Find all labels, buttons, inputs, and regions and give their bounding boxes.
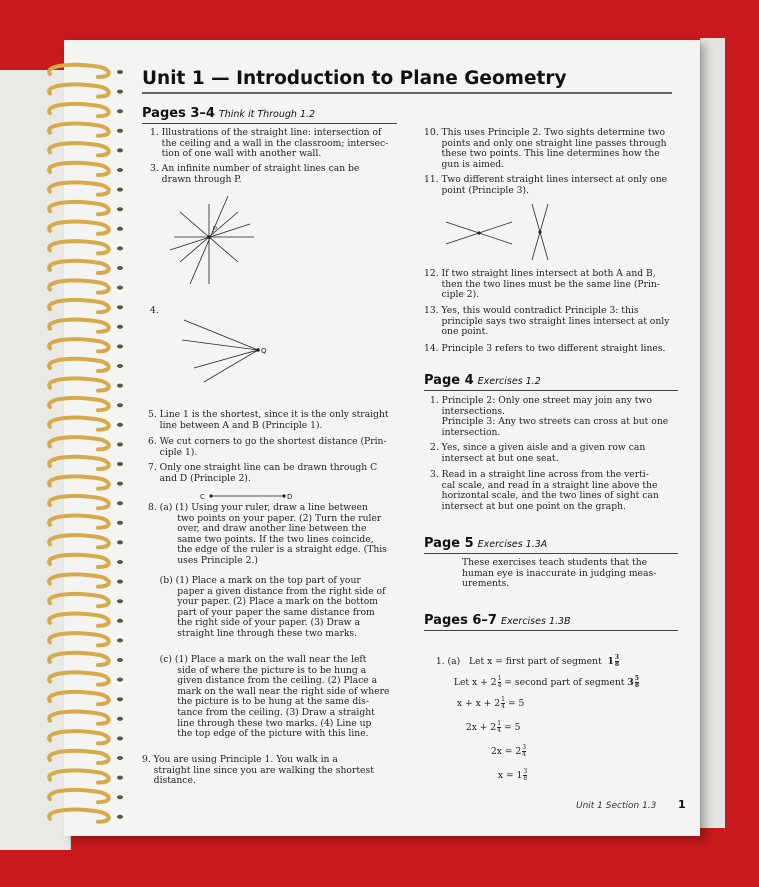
spiral-coil <box>49 241 109 253</box>
spiral-coil <box>49 770 109 782</box>
punch-hole <box>117 619 123 623</box>
math-text: = 5 <box>504 697 525 709</box>
punch-hole <box>117 638 123 642</box>
page4-answer-2: 2. Yes, since a given aisle and a given row can intersect at but one seat. <box>430 442 646 464</box>
page-stack-edge <box>700 38 725 828</box>
answer-11: 11. Two different straight lines intersect at only one point (Principle 3). <box>424 174 668 196</box>
answer-5: 5. Line 1 is the shortest, since it is the only straight line between A and B (Principle 1). <box>148 409 389 431</box>
section-rule <box>424 553 678 554</box>
punch-hole <box>117 697 123 701</box>
section-label: Think it Through 1.2 <box>218 109 316 120</box>
point-q-label: Q <box>261 347 267 355</box>
punch-hole <box>117 286 123 290</box>
fraction <box>635 676 639 689</box>
punch-hole <box>117 815 123 819</box>
spiral-coil <box>49 65 109 77</box>
spiral-coil <box>49 712 109 724</box>
punch-hole <box>117 246 123 250</box>
spiral-coil <box>49 594 109 606</box>
punch-hole <box>117 188 123 192</box>
math-text: = second part of segment <box>501 676 625 688</box>
section-pages: Page 4 <box>424 373 474 388</box>
section-head-page-4 <box>424 373 541 388</box>
punch-hole <box>117 717 123 721</box>
fraction-num: 1 <box>501 695 505 703</box>
math-text: 2x = 2 <box>490 745 522 757</box>
punch-hole <box>117 305 123 309</box>
math-line-4 <box>460 710 520 734</box>
spiral-coil <box>49 476 109 488</box>
page4-answer-1: 1. Principle 2: Only one street may join any two intersections. Principle 3: Any two streets can cross at but one intersection. <box>430 395 669 438</box>
fraction-num: 3 <box>522 743 527 751</box>
section-label: Exercises 1.3B <box>500 616 571 627</box>
answer-1: 1. Illustrations of the straight line: intersection of the ceiling and a wall in the classroom; intersec- tion of one wall with another wall. <box>150 127 389 160</box>
spiral-coil <box>49 418 109 430</box>
spiral-coil <box>49 790 109 802</box>
answer-13: 13. Yes, this would contradict Principle 3: this principle says two straight lines intersect at only one point. <box>424 305 670 338</box>
spiral-coil <box>49 359 109 371</box>
section-pages: Page 5 <box>424 536 474 551</box>
spiral-coil <box>49 614 109 626</box>
spiral-coil <box>49 516 109 528</box>
spiral-coil <box>49 182 109 194</box>
answer-10: 10. This uses Principle 2. Two sights determine two points and only one straight line passes through these two points. This line determines how the gun is aimed. <box>424 127 667 170</box>
fraction <box>523 769 527 782</box>
section-head-pages-3-4 <box>142 106 315 121</box>
answer-8c: (c) (1) Place a mark on the wall near the left side of where the picture is to be hung a given distance from the ceiling. (2) Place a mark on the wall near the right side of where the picture is to be hung at the same dis- tance from the ceiling. (3) Draw a straight line through these two marks. (4) Line up the top edge of the picture with this line. <box>159 654 390 740</box>
fraction-num: 5 <box>634 674 639 682</box>
answer-9: 9. You are using Principle 1. You walk in a straight line since you are walking the shortest distance. <box>142 754 374 787</box>
fraction-den: 4 <box>497 681 502 689</box>
punch-hole <box>117 756 123 760</box>
answer-8a: 8. (a) (1) Using your ruler, draw a line between two points on your paper. (2) Turn the ruler over, and draw another line between the same two points. If the two lines coincide, the edge of the ruler is a straight edge. (This uses Principle 2.) <box>148 502 387 566</box>
spiral-coil <box>49 731 109 743</box>
punch-hole <box>117 207 123 211</box>
punch-hole <box>117 599 123 603</box>
fraction-den: 8 <box>614 660 620 668</box>
punch-hole <box>117 364 123 368</box>
figure-lines-through-p <box>170 200 260 290</box>
punch-hole <box>117 560 123 564</box>
section-rule <box>142 123 397 124</box>
mixed-whole: 1 <box>607 655 614 667</box>
spiral-coil <box>49 202 109 214</box>
spiral-coil <box>49 496 109 508</box>
answer-3: 3. An infinite number of straight lines can be drawn through P. <box>150 163 360 185</box>
math-text: x = 1 <box>497 769 523 781</box>
punch-hole <box>117 678 123 682</box>
spiral-coil <box>49 339 109 351</box>
spiral-coil <box>49 378 109 390</box>
spiral-coil <box>49 437 109 449</box>
answer-12: 12. If two straight lines intersect at both A and B, then the two lines must be the same line (Prin- ciple 2). <box>424 268 660 301</box>
spiral-coil <box>49 555 109 567</box>
section-pages: Pages 3–4 <box>142 106 215 121</box>
spiral-coil <box>49 261 109 273</box>
fraction-den: 4 <box>501 702 505 710</box>
spiral-coil <box>49 143 109 155</box>
unit-title: Unit 1 — Introduction to Plane Geometry <box>142 68 567 89</box>
spiral-coil <box>49 457 109 469</box>
spiral-coil <box>49 810 109 822</box>
section-head-page-5 <box>424 536 547 551</box>
title-rule <box>142 92 672 94</box>
spiral-coil <box>49 633 109 645</box>
fraction-den: 4 <box>522 750 527 758</box>
punch-hole <box>117 325 123 329</box>
math-text: 1. (a) Let x = first part of segment <box>435 655 602 667</box>
answer-7: 7. Only one straight line can be drawn through C and D (Principle 2). <box>148 462 378 484</box>
punch-hole <box>117 109 123 113</box>
spiral-coil <box>49 398 109 410</box>
punch-hole <box>117 521 123 525</box>
answer-6: 6. We cut corners to go the shortest distance (Prin- ciple 1). <box>148 436 387 458</box>
page4-answer-3: 3. Read in a straight line across from the verti- cal scale, and read in a straight line above the horizontal scale, and the two lines of sight can intersect at but one point on the graph. <box>430 469 659 512</box>
punch-hole <box>117 148 123 152</box>
punch-hole <box>117 90 123 94</box>
spiral-coil <box>49 84 109 96</box>
punch-hole <box>117 266 123 270</box>
punch-hole <box>117 776 123 780</box>
punch-hole <box>117 795 123 799</box>
page-number: 1 <box>678 798 686 811</box>
punch-hole <box>117 168 123 172</box>
math-text: x + x + 2 <box>456 697 501 709</box>
punch-hole <box>117 423 123 427</box>
figure-rays-to-q <box>180 318 270 388</box>
spiral-coil <box>49 751 109 763</box>
spiral-coil <box>49 163 109 175</box>
fraction-num: 3 <box>523 767 528 775</box>
math-line-3 <box>451 686 524 710</box>
punch-hole <box>117 70 123 74</box>
page5-text: These exercises teach students that the human eye is inaccurate in judging meas- urements. <box>462 557 657 590</box>
punch-hole <box>117 227 123 231</box>
answer-14: 14. Principle 3 refers to two different straight lines. <box>424 343 666 354</box>
spiral-coil <box>49 104 109 116</box>
punch-hole <box>117 462 123 466</box>
spiral-coil <box>49 300 109 312</box>
footer-section-label: Unit 1 Section 1.3 <box>576 801 657 811</box>
punch-hole <box>117 129 123 133</box>
section-label: Exercises 1.3A <box>477 539 548 550</box>
spiral-binding <box>40 60 130 840</box>
section-pages: Pages 6–7 <box>424 613 497 628</box>
fraction <box>522 745 526 758</box>
math-text: Let x + 2 <box>453 676 497 688</box>
point-c-label: C <box>200 493 205 501</box>
spiral-coil <box>49 535 109 547</box>
spiral-coil <box>49 672 109 684</box>
spiral-coil <box>49 280 109 292</box>
punch-hole <box>117 658 123 662</box>
point-p-label: P <box>212 226 217 234</box>
fraction-den: 4 <box>497 726 502 734</box>
fraction-num: 1 <box>497 674 502 682</box>
punch-hole <box>117 442 123 446</box>
math-text: 2x + 2 <box>465 721 497 733</box>
spiral-coil <box>49 653 109 665</box>
punch-hole <box>117 580 123 584</box>
punch-hole <box>117 736 123 740</box>
spiral-coil <box>49 222 109 234</box>
answer-8b: (b) (1) Place a mark on the top part of your paper a given distance from the right side of your paper. (2) Place a mark on the bottom part of your paper the same distance from the right side of your paper. (3) Draw a straight line through these two marks. <box>159 575 386 639</box>
math-text: = 5 <box>501 721 521 733</box>
point-d-label: D <box>287 493 293 501</box>
figure-intersecting-lines <box>444 200 554 262</box>
punch-hole <box>117 384 123 388</box>
math-line-6 <box>492 758 527 782</box>
math-line-5 <box>485 734 526 758</box>
section-head-pages-6-7 <box>424 613 571 628</box>
section-rule <box>424 630 678 631</box>
punch-hole <box>117 482 123 486</box>
punch-hole <box>117 344 123 348</box>
spiral-coil <box>49 124 109 136</box>
fraction-num: 1 <box>497 719 502 727</box>
fraction-den: 8 <box>523 774 528 782</box>
section-rule <box>424 390 678 391</box>
fraction-num: 3 <box>614 653 620 661</box>
answer-4: 4. <box>150 305 159 316</box>
punch-hole <box>117 501 123 505</box>
spiral-coil <box>49 320 109 332</box>
punch-hole <box>117 540 123 544</box>
section-label: Exercises 1.2 <box>477 376 541 387</box>
punch-hole <box>117 403 123 407</box>
spiral-coil <box>49 692 109 704</box>
fraction-den: 8 <box>634 681 639 689</box>
spiral-coil <box>49 574 109 586</box>
mixed-whole: 3 <box>627 676 634 688</box>
